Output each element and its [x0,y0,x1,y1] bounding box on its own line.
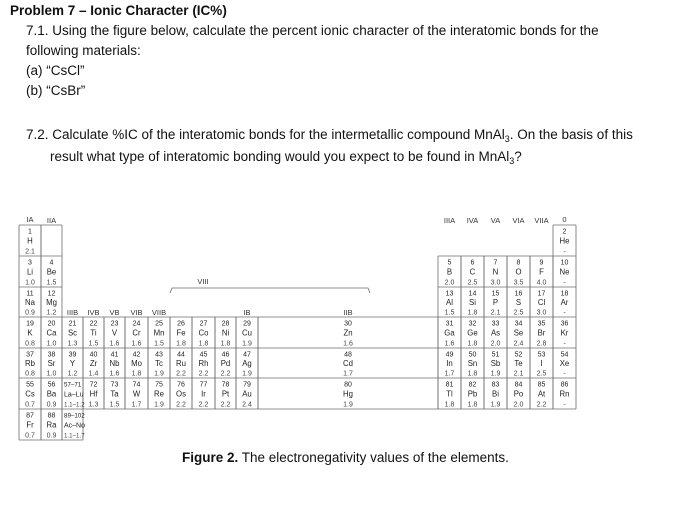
group-header-label: VA [490,216,501,225]
element-number: 88 [47,412,56,420]
element-symbol: Pt [221,389,230,399]
element-electronegativity: 1.6 [109,370,120,378]
element-electronegativity: 1.8 [131,370,142,378]
element-electronegativity: 1.1–1.2 [64,401,85,409]
element-number: 80 [344,381,352,389]
group-header-label: IVA [466,216,479,225]
element-number: 32 [468,320,477,328]
element-electronegativity: 1.9 [154,401,164,409]
element-symbol: W [132,389,141,399]
element-symbol: Cs [25,389,35,399]
element-electronegativity: 2.2 [176,401,186,409]
element-electronegativity: 2.2 [220,370,231,378]
element-number: 24 [132,320,141,328]
element-electronegativity: 2.0 [490,340,501,348]
element-symbol: Rn [559,389,570,399]
element-symbol: K [27,328,33,338]
element-number: 22 [89,320,98,328]
group-header-label: VIB [130,308,143,317]
element-symbol: Sn [467,359,478,368]
group-header-label: VIA [512,216,525,225]
element-symbol: Ir [201,389,206,399]
element-number: 4 [49,259,54,267]
element-number: 86 [560,381,569,389]
element-symbol: Po [513,389,524,399]
element-electronegativity: 1.8 [467,370,478,378]
element-electronegativity: 1.5 [46,279,57,287]
element-electronegativity: 1.5 [109,401,120,409]
element-electronegativity: 3.5 [513,279,524,287]
element-electronegativity: 1.5 [444,309,455,317]
element-number: 56 [47,381,56,389]
element-electronegativity: 0.7 [25,432,35,440]
element-electronegativity: 2.5 [536,370,547,378]
element-electronegativity: 2.2 [536,401,547,409]
element-symbol: Cu [242,328,252,338]
element-number: 84 [514,381,523,389]
element-number: 46 [221,351,230,359]
element-electronegativity: 4.0 [536,279,547,287]
element-electronegativity: 1.3 [67,340,78,348]
element-number: 78 [221,381,230,389]
group-header-label: IIIA [443,216,456,225]
element-number: 39 [68,351,77,359]
question-7-2-line-2-end: ? [514,149,522,164]
element-symbol: O [515,267,522,277]
element-symbol: Ti [90,328,97,338]
question-7-1-line-1: 7.1. Using the figure below, calculate the percent ionic character of the interatomic bonds for the [26,23,599,38]
element-symbol: Cl [537,298,546,307]
element-electronegativity: 0.8 [25,370,35,378]
element-number: 41 [110,351,119,359]
element-symbol: Se [513,328,524,338]
element-electronegativity: - [563,309,566,317]
group-header-label: VIII [197,277,209,286]
element-electronegativity: 1.5 [88,340,99,348]
element-symbol: Co [198,328,209,338]
element-number: 49 [445,351,454,359]
element-number: 28 [221,320,230,328]
element-number: 54 [560,351,569,359]
element-number: 29 [243,320,251,328]
element-electronegativity: 1.7 [444,370,455,378]
element-electronegativity: 0.7 [25,401,35,409]
element-symbol: Fe [176,328,186,338]
element-symbol: Ar [560,298,569,307]
element-number: 37 [26,351,34,359]
element-number: 85 [537,381,546,389]
group-header-label: VIIA [534,216,549,225]
element-electronegativity: - [563,370,566,378]
element-electronegativity: 2.2 [198,401,209,409]
element-symbol: P [492,298,499,307]
element-electronegativity: 1.0 [25,279,35,287]
element-number: 76 [177,381,185,389]
element-symbol: Pd [220,359,231,368]
element-electronegativity: 0.9 [46,432,57,440]
element-electronegativity: 2.5 [513,309,524,317]
element-symbol: Re [154,389,164,399]
element-number: 36 [560,320,569,328]
element-electronegativity: 2.2 [176,370,186,378]
element-electronegativity: 2.2 [198,370,209,378]
question-7-1-a: (a) “CsCl” [26,63,85,78]
element-number: 20 [47,320,56,328]
element-electronegativity: 1.0 [46,340,57,348]
element-electronegativity: 1.9 [154,370,164,378]
element-number: 40 [89,351,98,359]
element-symbol: S [515,298,522,307]
element-number: 14 [468,290,477,298]
element-number: 19 [26,320,34,328]
element-symbol: Ni [221,328,230,338]
element-number: 27 [199,320,208,328]
element-number: 6 [470,259,475,267]
element-electronegativity: 1.6 [343,340,353,348]
element-number: 42 [132,351,141,359]
element-symbol: Ag [242,359,252,368]
element-symbol: Ba [46,389,57,399]
element-electronegativity: 1.7 [343,370,353,378]
element-number: 77 [199,381,208,389]
element-symbol: Y [69,359,76,368]
element-symbol: Sb [490,359,501,368]
element-number: 18 [560,290,569,298]
element-number: 9 [539,259,544,267]
element-symbol: B [446,267,453,277]
element-number: 53 [537,351,546,359]
element-electronegativity: 1.9 [242,370,252,378]
figure-caption-label: Figure 2. [182,450,239,465]
group-viii-bracket [170,288,370,293]
element-electronegativity: 2.8 [536,340,547,348]
element-symbol: Rb [25,359,35,368]
element-electronegativity: 1.8 [467,340,478,348]
element-electronegativity: 1.4 [88,370,99,378]
group-header-label: IIB [343,308,353,317]
element-symbol: At [537,389,546,399]
element-number: 38 [47,351,56,359]
group-header-label: IA [26,215,34,224]
element-number: 75 [155,381,163,389]
element-electronegativity: 1.0 [46,370,57,378]
element-symbol: Zr [89,359,98,368]
element-symbol: Li [26,267,34,277]
element-number: 5 [447,259,452,267]
element-symbol: C [469,267,476,277]
element-electronegativity: 2.4 [242,401,252,409]
element-electronegativity: 1.6 [444,340,455,348]
element-electronegativity: 0.8 [25,340,35,348]
element-symbol: La–Lu [64,391,84,399]
question-7-1-b: (b) “CsBr” [26,83,86,98]
element-electronegativity: 3.0 [490,279,501,287]
element-symbol: H [27,236,33,246]
element-number: 1 [28,228,32,236]
question-7-2-line-1-subscript: 3 [504,134,510,144]
element-number: 51 [491,351,500,359]
element-number: 30 [344,320,352,328]
element-electronegativity: 1.8 [176,340,186,348]
question-7-2-line-1-end: . On the basis of this [509,127,633,142]
element-number: 81 [445,381,454,389]
element-symbol: Pb [467,389,478,399]
figure-caption-text: The electronegativity values of the elements. [238,450,509,465]
element-symbol: Sr [47,359,56,368]
element-symbol: He [559,236,570,246]
element-electronegativity: 1.8 [444,401,455,409]
group-header-label: IIA [46,216,57,225]
element-electronegativity: - [563,340,566,348]
element-number: 31 [445,320,454,328]
element-symbol: V [111,328,118,338]
group-header-label: 0 [562,215,567,224]
element-electronegativity: 1.9 [490,401,501,409]
element-number: 8 [516,259,521,267]
group-header-label: IB [243,308,251,317]
element-symbol: Ra [46,420,57,430]
element-symbol: F [539,267,544,277]
element-number: 43 [155,351,163,359]
question-7-2-line-2-subscript: 3 [509,156,515,166]
element-symbol: Fr [26,420,34,430]
element-symbol: Zn [343,328,353,338]
element-electronegativity: 1.2 [46,309,57,317]
element-symbol: N [492,267,499,277]
element-electronegativity: 3.0 [536,309,547,317]
element-number: 50 [468,351,477,359]
element-number: 74 [132,381,141,389]
element-number: 87 [26,412,34,420]
element-number: 55 [26,381,34,389]
element-number: 16 [514,290,523,298]
element-number: 79 [243,381,251,389]
element-electronegativity: 1.9 [242,340,252,348]
element-symbol: Os [176,389,186,399]
element-electronegativity: 1.9 [343,401,353,409]
element-symbol: Hg [343,389,353,399]
element-electronegativity: 2.1 [25,248,35,256]
element-symbol: Mn [153,328,165,338]
element-electronegativity: 1.8 [220,340,231,348]
element-symbol: Na [25,298,35,307]
element-electronegativity: 0.9 [25,309,35,317]
element-electronegativity: - [563,248,566,256]
element-electronegativity: 1.8 [467,309,478,317]
element-electronegativity: 1.7 [131,401,142,409]
element-electronegativity: 2.5 [467,279,478,287]
element-number: 89–102 [64,412,85,420]
element-number: 11 [26,290,34,298]
element-symbol: Mg [46,298,57,307]
element-number: 25 [155,320,163,328]
element-electronegativity: 1.6 [131,340,142,348]
element-electronegativity: 2.2 [220,401,231,409]
group-header-label: IIIB [66,308,79,317]
element-electronegativity: 2.1 [490,309,501,317]
element-symbol: Si [469,298,476,307]
element-number: 26 [177,320,185,328]
element-symbol: Ge [467,328,478,338]
element-number: 52 [514,351,523,359]
element-number: 3 [28,259,32,267]
element-number: 15 [491,290,500,298]
element-symbol: Ne [559,267,570,277]
element-electronegativity: 0.9 [46,401,57,409]
element-symbol: Al [446,298,453,307]
element-number: 17 [537,290,546,298]
element-symbol: Cd [343,359,353,368]
element-number: 7 [493,259,498,267]
element-symbol: Ac–No [64,422,86,430]
element-symbol: Au [242,389,252,399]
element-symbol: Sc [67,328,78,338]
element-electronegativity: - [563,401,566,409]
element-symbol: Ta [110,389,119,399]
element-symbol: I [540,359,543,368]
element-symbol: Xe [559,359,570,368]
element-symbol: In [446,359,453,368]
element-electronegativity: 1.8 [198,340,209,348]
element-number: 21 [68,320,77,328]
element-electronegativity: 2.0 [513,401,524,409]
element-electronegativity: 2.1 [513,370,524,378]
group-header-label: VB [109,308,120,317]
element-number: 12 [47,290,56,298]
element-number: 47 [243,351,251,359]
element-electronegativity: 2.0 [444,279,455,287]
element-symbol: Mo [131,359,142,368]
element-electronegativity: 1.2 [67,370,78,378]
element-number: 10 [560,259,569,267]
element-electronegativity: 1.6 [109,340,120,348]
element-number: 44 [177,351,185,359]
element-electronegativity: - [563,279,566,287]
element-number: 33 [491,320,500,328]
element-symbol: Te [514,359,523,368]
element-symbol: Tl [446,389,453,399]
element-number: 73 [110,381,119,389]
element-symbol: Ca [46,328,57,338]
element-number: 35 [537,320,546,328]
element-symbol: As [490,328,501,338]
question-7-2-line-2-text: result what type of interatomic bonding would you expect to be found in MnAl [50,149,510,164]
element-symbol: Tc [155,359,163,368]
element-number: 45 [199,351,208,359]
element-number: 34 [514,320,523,328]
element-electronegativity: 2.4 [513,340,524,348]
element-electronegativity: 1.8 [467,401,478,409]
problem-title: Problem 7 – Ionic Character (IC%) [10,3,227,18]
element-electronegativity: 1.9 [490,370,501,378]
element-number: 83 [491,381,500,389]
element-number: 48 [344,351,352,359]
element-symbol: Br [537,328,546,338]
element-symbol: Ru [176,359,186,368]
element-number: 72 [89,381,98,389]
element-electronegativity: 1.3 [88,401,99,409]
question-7-2-line-1-text: 7.2. Calculate %IC of the interatomic bonds for the intermetallic compound MnAl [26,127,505,142]
element-number: 23 [110,320,119,328]
element-symbol: Rh [198,359,209,368]
element-symbol: Be [46,267,57,277]
question-7-1-line-2: following materials: [26,43,141,58]
group-header-label: VIIB [151,308,167,317]
element-symbol: Bi [492,389,499,399]
element-number: 82 [468,381,477,389]
element-number: 13 [445,290,454,298]
element-number: 57–71 [64,381,82,389]
figure-caption [182,450,509,465]
group-header-label: IVB [87,308,100,317]
element-number: 2 [562,228,567,236]
element-symbol: Ga [444,328,455,338]
element-electronegativity: 1.1–1.7 [64,432,85,440]
element-symbol: Hf [89,389,98,399]
element-symbol: Kr [560,328,569,338]
element-electronegativity: 1.5 [154,340,164,348]
element-symbol: Cr [132,328,141,338]
element-symbol: Nb [109,359,120,368]
